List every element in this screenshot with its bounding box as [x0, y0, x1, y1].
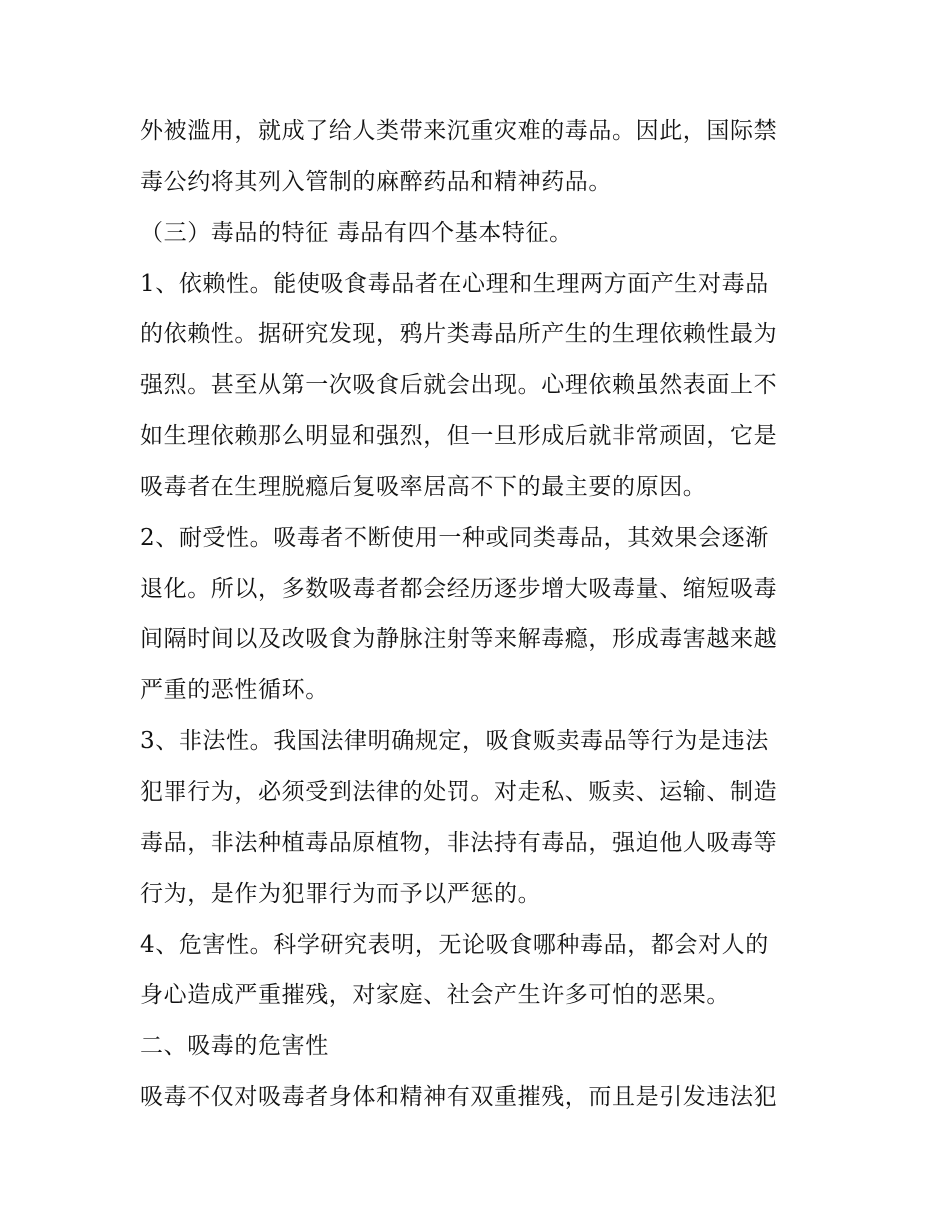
text-line: 行为，是作为犯罪行为而予以严惩的。 — [140, 880, 542, 907]
text-line: 的依赖性。据研究发现，鸦片类毒品所产生的生理依赖性最为 — [140, 321, 778, 348]
text-line: 1、依赖性。能使吸食毒品者在心理和生理两方面产生对毒品 — [140, 270, 769, 297]
text-line: 2、耐受性。吸毒者不断使用一种或同类毒品，其效果会逐渐 — [140, 524, 769, 551]
text-line: 毒品，非法种植毒品原植物，非法持有毒品，强迫他人吸毒等 — [140, 829, 778, 856]
text-line: 3、非法性。我国法律明确规定，吸食贩卖毒品等行为是违法 — [140, 728, 769, 755]
text-line: 吸毒者在生理脱瘾后复吸率居高不下的最主要的原因。 — [140, 473, 707, 500]
text-line: 4、危害性。科学研究表明，无论吸食哪种毒品，都会对人的 — [140, 931, 769, 958]
section-heading: （三）毒品的特征 毒品有四个基本特征。 — [140, 219, 573, 246]
text-line: 犯罪行为，必须受到法律的处罚。对走私、贩卖、运输、制造 — [140, 778, 778, 805]
text-line: 毒公约将其列入管制的麻醉药品和精神药品。 — [140, 168, 612, 195]
section-heading: 二、吸毒的危害性 — [140, 1033, 329, 1060]
text-line: 严重的恶性循环。 — [140, 677, 329, 704]
text-line: 如生理依赖那么明显和强烈，但一旦形成后就非常顽固，它是 — [140, 423, 778, 450]
text-line: 身心造成严重摧残，对家庭、社会产生许多可怕的恶果。 — [140, 982, 730, 1009]
text-line: 间隔时间以及改吸食为静脉注射等来解毒瘾，形成毒害越来越 — [140, 626, 778, 653]
text-line: 吸毒不仅对吸毒者身体和精神有双重摧残，而且是引发违法犯 — [140, 1084, 778, 1111]
text-line: 外被滥用，就成了给人类带来沉重灾难的毒品。因此，国际禁 — [140, 118, 778, 144]
text-line: 退化。所以，多数吸毒者都会经历逐步增大吸毒量、缩短吸毒 — [140, 575, 778, 602]
body-text — [140, 106, 820, 1123]
text-line: 强烈。甚至从第一次吸食后就会出现。心理依赖虽然表面上不 — [140, 372, 778, 399]
